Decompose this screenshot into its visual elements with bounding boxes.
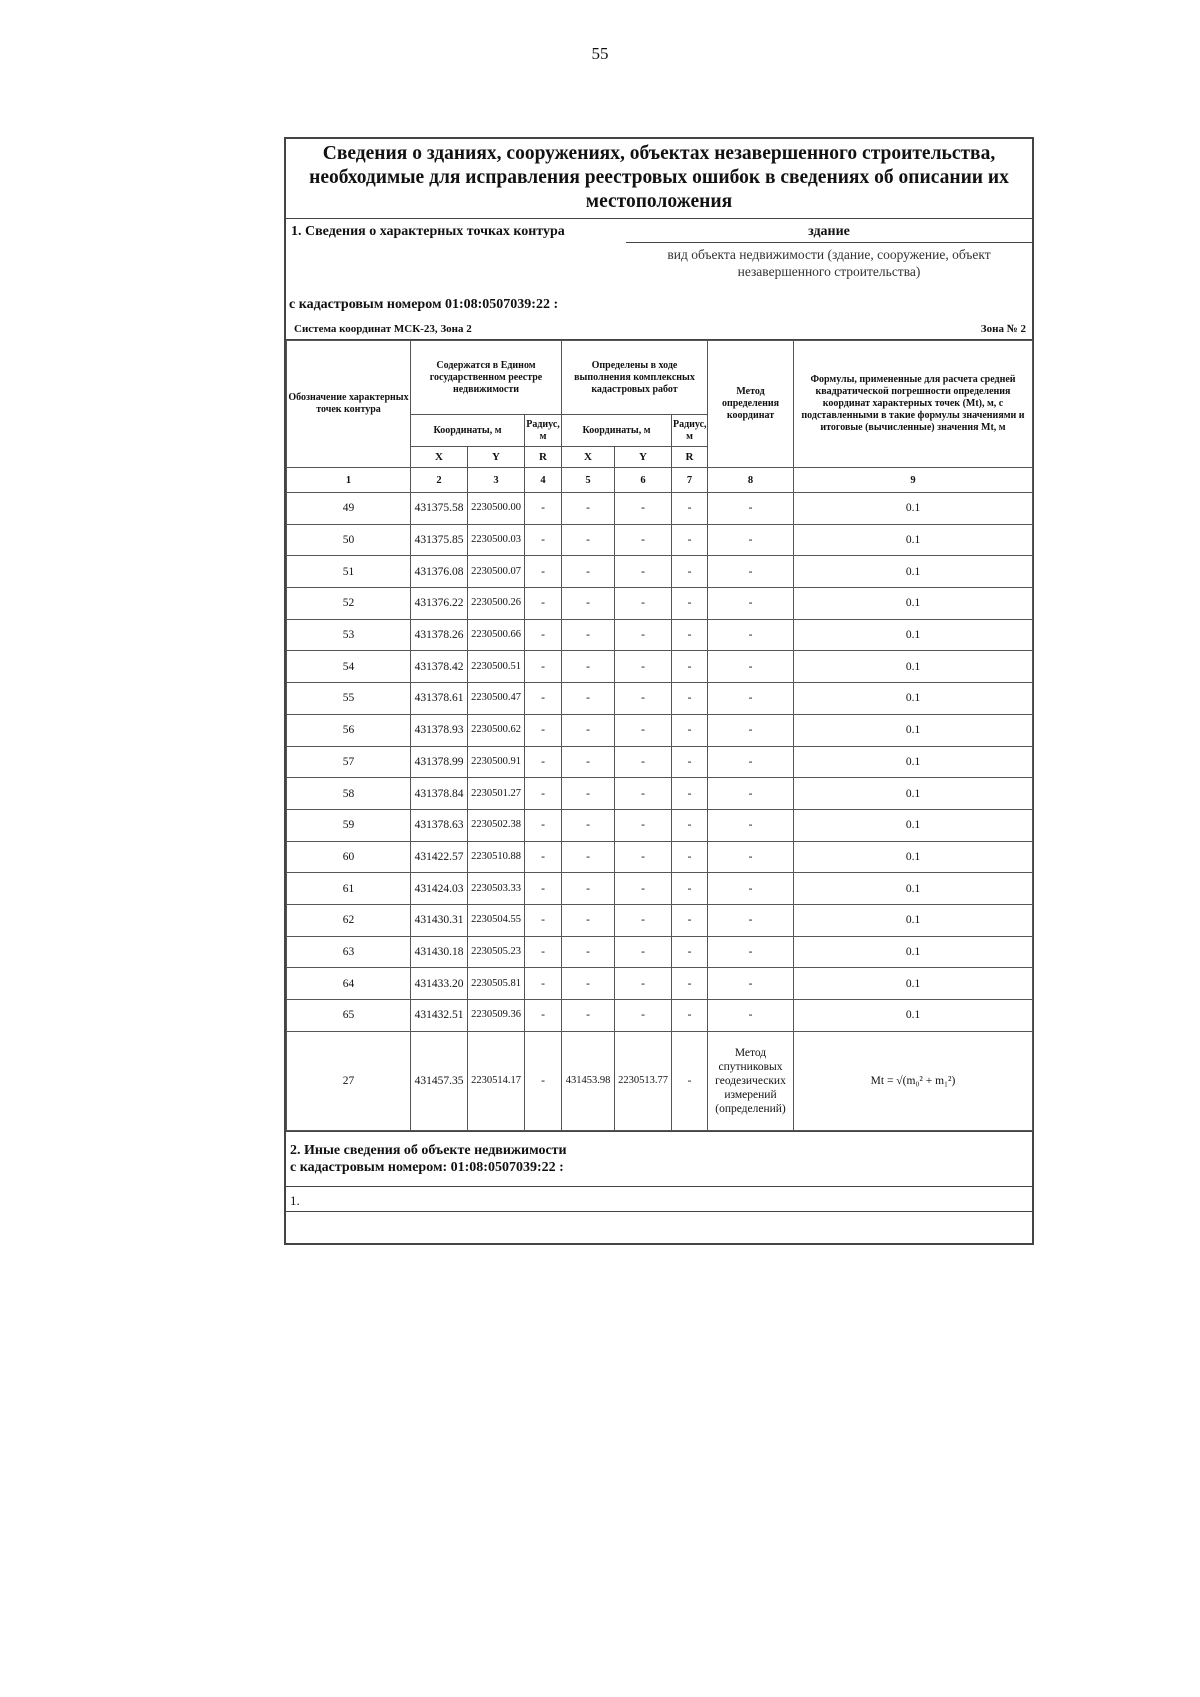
r-complex-cell: - [672,809,708,841]
r-cell: - [525,524,562,556]
x-complex-cell: - [562,968,615,1000]
x-cell: 431378.99 [411,746,468,778]
section-2-cadastral: с кадастровым номером: 01:08:0507039:22 : [290,1159,564,1175]
r-cell: - [525,873,562,905]
r-complex-cell: - [672,619,708,651]
x-cell: 431378.63 [411,809,468,841]
r-cell: - [525,1000,562,1032]
r-cell: - [525,904,562,936]
header-coords-egrn: Координаты, м [411,415,525,447]
y-cell: 2230500.03 [468,524,525,556]
r-complex-cell: - [672,588,708,620]
x-complex-cell: - [562,651,615,683]
r-cell: - [525,968,562,1000]
y-cell: 2230514.17 [468,1031,525,1130]
section-2-title: 2. Иные сведения об объекте недвижимости [290,1142,567,1158]
y-cell: 2230510.88 [468,841,525,873]
r-cell: - [525,588,562,620]
r-complex-cell: - [672,968,708,1000]
point-cell: 59 [287,809,411,841]
method-cell: - [708,1000,794,1032]
y-complex-cell: - [615,809,672,841]
y-complex-cell: - [615,714,672,746]
point-cell: 27 [287,1031,411,1130]
method-cell: - [708,873,794,905]
point-cell: 57 [287,746,411,778]
method-cell: - [708,651,794,683]
r-complex-cell: - [672,714,708,746]
header-complex-works: Определены в ходе выполнения комплексных кадастровых работ [562,341,708,415]
table-row [287,683,1033,715]
mt-cell: 0.1 [794,493,1033,525]
x-complex-cell: - [562,1000,615,1032]
header-formulas: Формулы, примененные для расчета средней квадратической погрешности определения координат характерных точек (Mt), м, с подставленными в такие формулы значениями и итоговые (вычисленные) значения Mt, м [794,341,1033,468]
table-row [287,588,1033,620]
point-cell: 50 [287,524,411,556]
table-row [287,841,1033,873]
point-cell: 64 [287,968,411,1000]
table-row [287,714,1033,746]
method-cell: - [708,746,794,778]
r-cell: - [525,1031,562,1130]
mt-cell: 0.1 [794,873,1033,905]
y-complex-cell: - [615,493,672,525]
y-cell: 2230505.23 [468,936,525,968]
x-cell: 431376.22 [411,588,468,620]
x-complex-cell: 431453.98 [562,1031,615,1130]
y-complex-cell: 2230513.77 [615,1031,672,1130]
method-cell: - [708,619,794,651]
x-cell: 431378.84 [411,778,468,810]
r-cell: - [525,778,562,810]
table-row [287,778,1033,810]
header-method: Метод определения координат [708,341,794,468]
mt-cell: 0.1 [794,841,1033,873]
y-cell: 2230500.07 [468,556,525,588]
x-cell: 431378.61 [411,683,468,715]
x-complex-cell: - [562,936,615,968]
y-cell: 2230500.51 [468,651,525,683]
zone-label: Зона № 2 [980,323,1026,335]
y-cell: 2230500.62 [468,714,525,746]
method-cell: - [708,714,794,746]
r-cell: - [525,651,562,683]
column-number: 4 [525,468,562,493]
r-cell: - [525,841,562,873]
x-cell: 431422.57 [411,841,468,873]
x-complex-cell: - [562,809,615,841]
table-row [287,1000,1033,1032]
x-cell: 431376.08 [411,556,468,588]
x-complex-cell: - [562,778,615,810]
mt-cell: 0.1 [794,683,1033,715]
point-cell: 65 [287,1000,411,1032]
r-complex-cell: - [672,524,708,556]
page-number: 55 [591,44,609,63]
method-cell: - [708,588,794,620]
header-egrn: Содержатся в Едином государственном реестре недвижимости [411,341,562,415]
table-row [287,873,1033,905]
x-complex-cell: - [562,524,615,556]
r-cell: - [525,809,562,841]
x-complex-cell: - [562,841,615,873]
y-cell: 2230500.00 [468,493,525,525]
point-cell: 58 [287,778,411,810]
method-cell: - [708,524,794,556]
section-1-header [286,219,1032,340]
x-cell: 431375.85 [411,524,468,556]
x-complex-cell: - [562,493,615,525]
object-kind-note: вид объекта недвижимости (здание, сооружение, объект незавершенного строительства) [667,247,991,279]
table-row [287,904,1033,936]
mt-cell: 0.1 [794,904,1033,936]
header-y-complex: Y [615,447,672,468]
column-number: 9 [794,468,1033,493]
r-cell: - [525,746,562,778]
r-complex-cell: - [672,683,708,715]
x-complex-cell: - [562,904,615,936]
table-row [287,809,1033,841]
point-cell: 51 [287,556,411,588]
point-cell: 63 [287,936,411,968]
header-r-egrn: R [525,447,562,468]
column-numbers-row [287,468,1033,493]
x-complex-cell: - [562,556,615,588]
x-cell: 431433.20 [411,968,468,1000]
point-cell: 53 [287,619,411,651]
y-cell: 2230500.26 [468,588,525,620]
point-cell: 54 [287,651,411,683]
point-cell: 60 [287,841,411,873]
column-number: 3 [468,468,525,493]
x-cell: 431378.42 [411,651,468,683]
y-complex-cell: - [615,841,672,873]
y-complex-cell: - [615,651,672,683]
x-cell: 431378.93 [411,714,468,746]
x-complex-cell: - [562,619,615,651]
point-cell: 62 [287,904,411,936]
y-complex-cell: - [615,1000,672,1032]
table-row [287,651,1033,683]
header-point-designation: Обозначение характерных точек контура [287,341,411,468]
y-complex-cell: - [615,556,672,588]
mt-cell: 0.1 [794,588,1033,620]
cadastral-form [284,137,1034,1245]
y-complex-cell: - [615,936,672,968]
mt-cell: 0.1 [794,524,1033,556]
form-title: Сведения о зданиях, сооружениях, объектах незавершенного строительства, необходимые для исправления реестровых ошибок в сведениях об описании их местоположения [286,139,1032,219]
header-coords-complex: Координаты, м [562,415,672,447]
table-row [287,524,1033,556]
method-cell: - [708,809,794,841]
object-kind: здание [626,224,1032,243]
y-cell: 2230500.91 [468,746,525,778]
y-complex-cell: - [615,588,672,620]
mt-cell: 0.1 [794,556,1033,588]
y-cell: 2230504.55 [468,904,525,936]
y-cell: 2230505.81 [468,968,525,1000]
r-complex-cell: - [672,1031,708,1130]
point-cell: 55 [287,683,411,715]
x-complex-cell: - [562,714,615,746]
mt-cell: 0.1 [794,746,1033,778]
x-complex-cell: - [562,588,615,620]
mt-cell: 0.1 [794,809,1033,841]
y-complex-cell: - [615,683,672,715]
r-complex-cell: - [672,904,708,936]
section-1-label: 1. Сведения о характерных точках контура [291,224,565,239]
method-cell: - [708,493,794,525]
x-cell: 431424.03 [411,873,468,905]
r-cell: - [525,683,562,715]
table-row [287,968,1033,1000]
point-cell: 52 [287,588,411,620]
table-row [287,936,1033,968]
mt-cell: Mt = √(m₀² + m₁²) [794,1031,1033,1130]
r-complex-cell: - [672,873,708,905]
table-row [287,493,1033,525]
x-complex-cell: - [562,873,615,905]
other-info-item: 1. [286,1187,1032,1212]
method-cell: - [708,904,794,936]
y-complex-cell: - [615,524,672,556]
r-complex-cell: - [672,746,708,778]
method-cell: - [708,556,794,588]
method-cell: Метод спутниковых геодезических измерений (определений) [708,1031,794,1130]
r-complex-cell: - [672,841,708,873]
header-radius-complex: Радиус, м [672,415,708,447]
x-complex-cell: - [562,683,615,715]
r-complex-cell: - [672,1000,708,1032]
header-y-egrn: Y [468,447,525,468]
r-complex-cell: - [672,936,708,968]
r-complex-cell: - [672,556,708,588]
header-r-complex: R [672,447,708,468]
x-cell: 431432.51 [411,1000,468,1032]
x-cell: 431430.31 [411,904,468,936]
header-x-egrn: X [411,447,468,468]
column-number: 6 [615,468,672,493]
x-complex-cell: - [562,746,615,778]
x-cell: 431430.18 [411,936,468,968]
r-complex-cell: - [672,778,708,810]
r-cell: - [525,493,562,525]
table-row [287,746,1033,778]
mt-cell: 0.1 [794,1000,1033,1032]
header-x-complex: X [562,447,615,468]
point-cell: 56 [287,714,411,746]
point-cell: 61 [287,873,411,905]
method-cell: - [708,683,794,715]
column-number: 2 [411,468,468,493]
mt-cell: 0.1 [794,968,1033,1000]
y-cell: 2230503.33 [468,873,525,905]
method-cell: - [708,778,794,810]
x-cell: 431375.58 [411,493,468,525]
x-cell: 431378.26 [411,619,468,651]
column-number: 7 [672,468,708,493]
cadastral-number: с кадастровым номером 01:08:0507039:22 : [289,297,559,312]
mt-cell: 0.1 [794,778,1033,810]
y-cell: 2230509.36 [468,1000,525,1032]
empty-row [286,1212,1032,1243]
mt-cell: 0.1 [794,936,1033,968]
r-cell: - [525,556,562,588]
r-complex-cell: - [672,493,708,525]
method-cell: - [708,841,794,873]
table-row [287,556,1033,588]
mt-cell: 0.1 [794,619,1033,651]
method-cell: - [708,936,794,968]
y-complex-cell: - [615,968,672,1000]
mt-cell: 0.1 [794,651,1033,683]
points-table [286,340,1033,1131]
x-cell: 431457.35 [411,1031,468,1130]
section-2 [286,1131,1032,1187]
column-number: 5 [562,468,615,493]
y-cell: 2230500.47 [468,683,525,715]
y-cell: 2230500.66 [468,619,525,651]
y-complex-cell: - [615,778,672,810]
r-cell: - [525,619,562,651]
r-complex-cell: - [672,651,708,683]
column-number: 1 [287,468,411,493]
y-complex-cell: - [615,746,672,778]
r-cell: - [525,714,562,746]
table-row [287,619,1033,651]
y-cell: 2230501.27 [468,778,525,810]
mt-cell: 0.1 [794,714,1033,746]
y-cell: 2230502.38 [468,809,525,841]
header-radius-egrn: Радиус, м [525,415,562,447]
column-number: 8 [708,468,794,493]
y-complex-cell: - [615,873,672,905]
table-row-last [287,1031,1033,1130]
coordinate-system: Система координат МСК-23, Зона 2 [294,323,472,335]
point-cell: 49 [287,493,411,525]
method-cell: - [708,968,794,1000]
y-complex-cell: - [615,619,672,651]
y-complex-cell: - [615,904,672,936]
r-cell: - [525,936,562,968]
